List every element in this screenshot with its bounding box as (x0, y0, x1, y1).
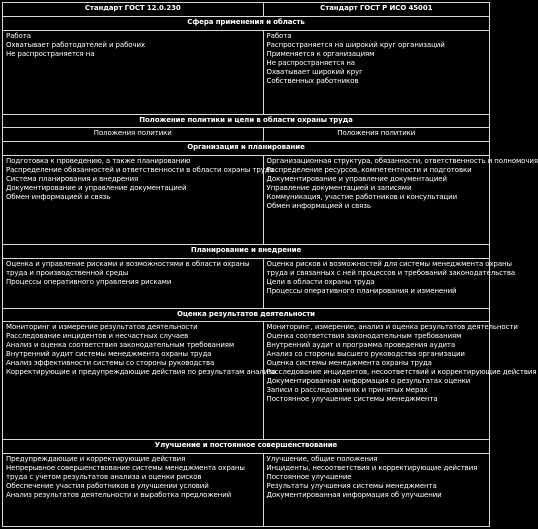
cell-line: Охватывает широкий круг (266, 67, 363, 76)
section-cell-left (3, 322, 276, 439)
cell-line: Положения политики (337, 129, 416, 138)
cell-line: Оценка соответствия законодательным требованиям (266, 332, 462, 341)
cell-line: труда с учетом результатов анализа и оценки рисков (6, 472, 202, 481)
cell-line: Документирование и управление документацией (266, 175, 447, 184)
section-cell-left (3, 128, 264, 142)
section-cell-right (263, 156, 538, 244)
cell-line: труда и связанных с ней процессов и требований законодательства (266, 268, 516, 277)
section-title: Организация и планирование (3, 142, 490, 156)
section-content-row (3, 30, 490, 114)
section-title: Положение политики и цели в области охраны труда (3, 114, 490, 128)
section-cell-left (3, 30, 264, 114)
section-content-row (3, 156, 490, 244)
cell-line: Анализ со стороны высшего руководства организации (266, 350, 465, 359)
cell-line: Внутренний аудит и программа проведения аудита (266, 341, 456, 350)
section-title-row (3, 142, 490, 156)
cell-line: Обмен информацией и связь (266, 202, 371, 211)
cell-line: Мониторинг, измерение, анализ и оценка результатов деятельности (266, 323, 518, 332)
cell-line: Оценка и управление рисками и возможностями в области охраны (6, 259, 250, 268)
cell-line: Распределение обязанностей и ответственности в области охраны труда (6, 166, 274, 175)
cell-line: Предупреждающие и корректирующие действия (6, 454, 186, 463)
cell-line: Документированная информация об улучшении (266, 490, 442, 499)
cell-line: Распределение ресурсов, компетентности и подготовки (266, 166, 472, 175)
section-cell-right (263, 322, 537, 439)
cell-line: Не распространяется на (266, 58, 355, 67)
cell-line: Внутренний аудит системы менеджмента охраны труда (6, 350, 212, 359)
cell-line: Анализ эффективности системы со стороны руководства (6, 359, 215, 368)
section-cell-right (263, 453, 489, 526)
comparison-table (2, 2, 538, 527)
cell-line: Постоянное улучшение (266, 472, 352, 481)
cell-line: Мониторинг и измерение результатов деятельности (6, 323, 198, 332)
cell-line: Оценка системы менеджмента охраны труда (266, 359, 432, 368)
cell-line: Применяется к организациям (266, 49, 375, 58)
cell-line: Собственных работников (266, 76, 359, 85)
section-cell-right (263, 258, 516, 308)
header-right: Стандарт ГОСТ Р ИСО 45001 (263, 3, 489, 17)
cell-line: Цели в области охраны труда (266, 277, 375, 286)
cell-line: Корректирующие и предупреждающие действия по результатам анализа (6, 368, 276, 377)
cell-line: Постоянное улучшение системы менеджмента (266, 395, 438, 404)
section-title: Оценка результатов деятельности (3, 308, 490, 322)
section-cell-right (263, 30, 489, 114)
cell-line: Коммуникация, участие работников и консультации (266, 193, 458, 202)
cell-line: труда и производственной среды (6, 268, 129, 277)
cell-line: Распространяется на широкий круг организаций (266, 40, 445, 49)
cell-line: Улучшение, общие положения (266, 454, 378, 463)
cell-line: Положения политики (93, 129, 172, 138)
cell-line: Работа (266, 31, 292, 40)
section-content-row (3, 322, 490, 439)
section-cell-left (3, 156, 274, 244)
section-title: Планирование и внедрение (3, 244, 490, 258)
section-cell-left (3, 453, 264, 526)
cell-line: Обеспечение участия работников в улучшении условий (6, 481, 209, 490)
header-left: Стандарт ГОСТ 12.0.230 (3, 3, 264, 17)
section-title: Сфера применения и область (3, 16, 490, 30)
cell-line: Процессы оперативного управления рисками (6, 277, 172, 286)
cell-line: Инциденты, несоответствия и корректирующие действия (266, 463, 478, 472)
cell-line: Управление документацией и записями (266, 184, 412, 193)
section-cell-right (263, 128, 489, 142)
cell-line: Анализ и оценка соответствия законодательным требованиям (6, 341, 235, 350)
section-title-row (3, 308, 490, 322)
section-content-row (3, 453, 490, 526)
section-cell-left (3, 258, 264, 308)
cell-line: Оценка рисков и возможностей для системы менеджмента охраны (266, 259, 512, 268)
table-body (3, 16, 538, 526)
cell-line: Организационная структура, обязанности, ответственность и полномочия (266, 157, 538, 166)
section-title-row (3, 244, 490, 258)
section-title-row (3, 114, 490, 128)
cell-line: Не распространяется на (6, 49, 95, 58)
cell-line: Обмен информацией и связь (6, 193, 111, 202)
cell-line: Непрерывное совершенствование системы менеджмента охраны (6, 463, 245, 472)
cell-line: Записи о расследованиях и принятых мерах (266, 386, 428, 395)
cell-line: Работа (6, 31, 31, 40)
cell-line: Процессы оперативного планирования и изменений (266, 286, 457, 295)
section-title-row (3, 16, 490, 30)
cell-line: Расследование инцидентов и несчастных случаев (6, 332, 189, 341)
section-title: Улучшение и постоянное совершенствование (3, 439, 490, 453)
cell-line: Анализ результатов деятельности и выработка предложений (6, 490, 232, 499)
cell-line: Документированная информация о результатах оценки (266, 377, 471, 386)
cell-line: Расследование инцидентов, несоответствий и корректирующие действия (266, 368, 537, 377)
section-content-row (3, 128, 490, 142)
header-row (3, 3, 490, 17)
cell-line: Система планирования и внедрения (6, 175, 139, 184)
section-content-row (3, 258, 490, 308)
cell-line: Результаты улучшения системы менеджмента (266, 481, 437, 490)
cell-line: Подготовка к проведению, а также планированию (6, 157, 191, 166)
cell-line: Документирование и управление документацией (6, 184, 187, 193)
section-title-row (3, 439, 490, 453)
cell-line: Охватывает работодателей и рабочих (6, 40, 145, 49)
